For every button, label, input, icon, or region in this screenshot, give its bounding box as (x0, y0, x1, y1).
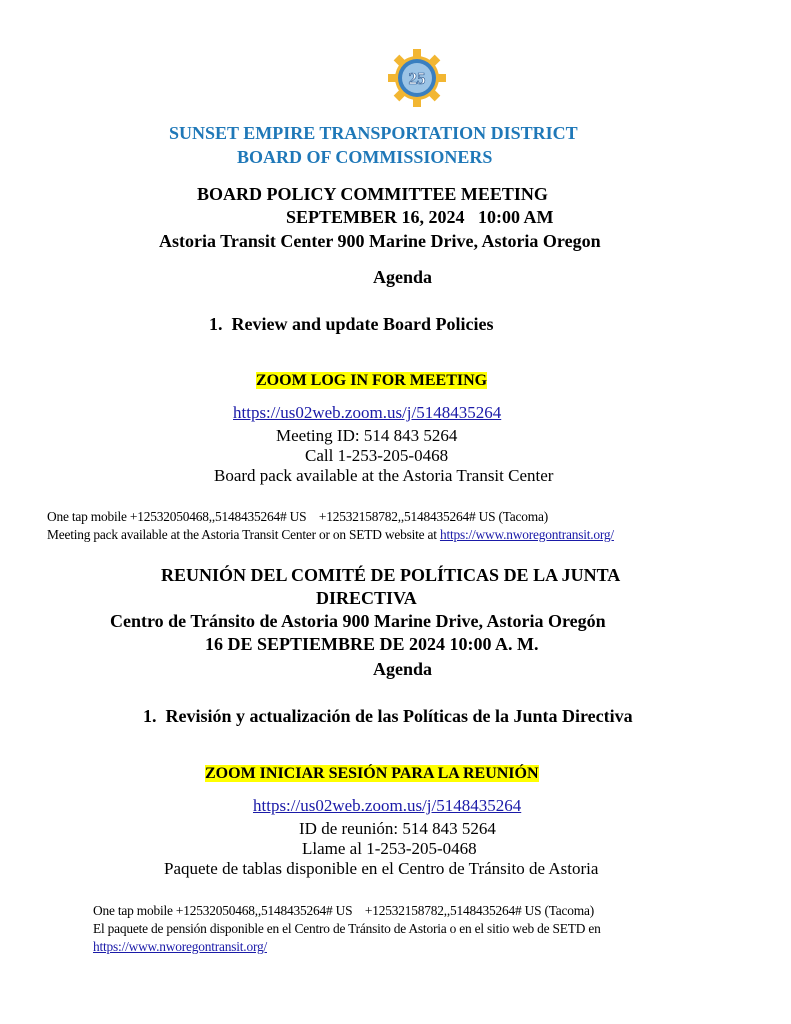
meeting-id: Meeting ID: 514 843 5264 (276, 426, 458, 445)
meeting-pack-note (47, 527, 614, 543)
meeting-location: Astoria Transit Center 900 Marine Drive, Astoria Oregon (159, 231, 601, 251)
gear-logo-icon (387, 48, 447, 108)
spanish-meeting-id: ID de reunión: 514 843 5264 (299, 819, 496, 838)
spanish-meeting-title: REUNIÓN DEL COMITÉ DE POLÍTICAS DE LA JUNTA (161, 565, 621, 585)
spanish-call-number: Llame al 1-253-205-0468 (302, 839, 477, 858)
website-link[interactable]: https://www.nworegontransit.org/ (439, 527, 614, 542)
meeting-datetime: SEPTEMBER 16, 2024 10:00 AM (286, 207, 554, 227)
spanish-one-tap-mobile: One tap mobile +12532050468,,5148435264# US +12532158782,,5148435264# US (Tacoma) (93, 903, 594, 918)
org-name: SUNSET EMPIRE TRANSPORTATION DISTRICT (169, 123, 578, 143)
spanish-agenda-item (143, 706, 633, 727)
spanish-board-pack-note: Paquete de tablas disponible en el Centro de Tránsito de Astoria (164, 859, 599, 878)
spanish-agenda-item-text: Revisión y actualización de las Políticas de la Junta Directiva (165, 706, 633, 726)
spanish-zoom-heading (205, 765, 539, 783)
board-pack-note: Board pack available at the Astoria Transit Center (214, 466, 554, 485)
spanish-meeting-datetime: 16 DE SEPTIEMBRE DE 2024 10:00 A. M. (205, 634, 539, 654)
setd-logo (387, 48, 447, 108)
spanish-zoom-link[interactable]: https://us02web.zoom.us/j/5148435264 (253, 796, 522, 815)
one-tap-mobile: One tap mobile +12532050468,,5148435264# US +12532158782,,5148435264# US (Tacoma) (47, 509, 548, 524)
agenda-item-number: 1. (209, 314, 223, 334)
spanish-meeting-title-cont: DIRECTIVA (316, 588, 417, 608)
svg-text:25: 25 (408, 69, 426, 88)
agenda-item (209, 314, 494, 335)
spanish-meeting-pack-note: El paquete de pensión disponible en el Centro de Tránsito de Astoria o en el sitio web de SETD en (93, 921, 601, 936)
board-name: BOARD OF COMMISSIONERS (237, 147, 493, 167)
zoom-heading-text: ZOOM LOG IN FOR MEETING (256, 372, 488, 389)
meeting-pack-text: Meeting pack available at the Astoria Transit Center or on SETD website at (47, 527, 440, 542)
agenda-heading: Agenda (373, 267, 433, 287)
zoom-heading (256, 372, 487, 390)
zoom-link[interactable]: https://us02web.zoom.us/j/5148435264 (233, 403, 502, 422)
spanish-website-link[interactable]: https://www.nworegontransit.org/ (93, 939, 267, 954)
spanish-meeting-location: Centro de Tránsito de Astoria 900 Marine Drive, Astoria Oregón (110, 611, 606, 631)
spanish-agenda-heading: Agenda (373, 659, 433, 679)
spanish-agenda-item-number: 1. (143, 706, 157, 726)
agenda-item-text: Review and update Board Policies (231, 314, 494, 334)
meeting-title: BOARD POLICY COMMITTEE MEETING (197, 184, 548, 204)
call-number: Call 1-253-205-0468 (305, 446, 449, 465)
spanish-zoom-heading-text: ZOOM INICIAR SESIÓN PARA LA REUNIÓN (205, 765, 539, 782)
